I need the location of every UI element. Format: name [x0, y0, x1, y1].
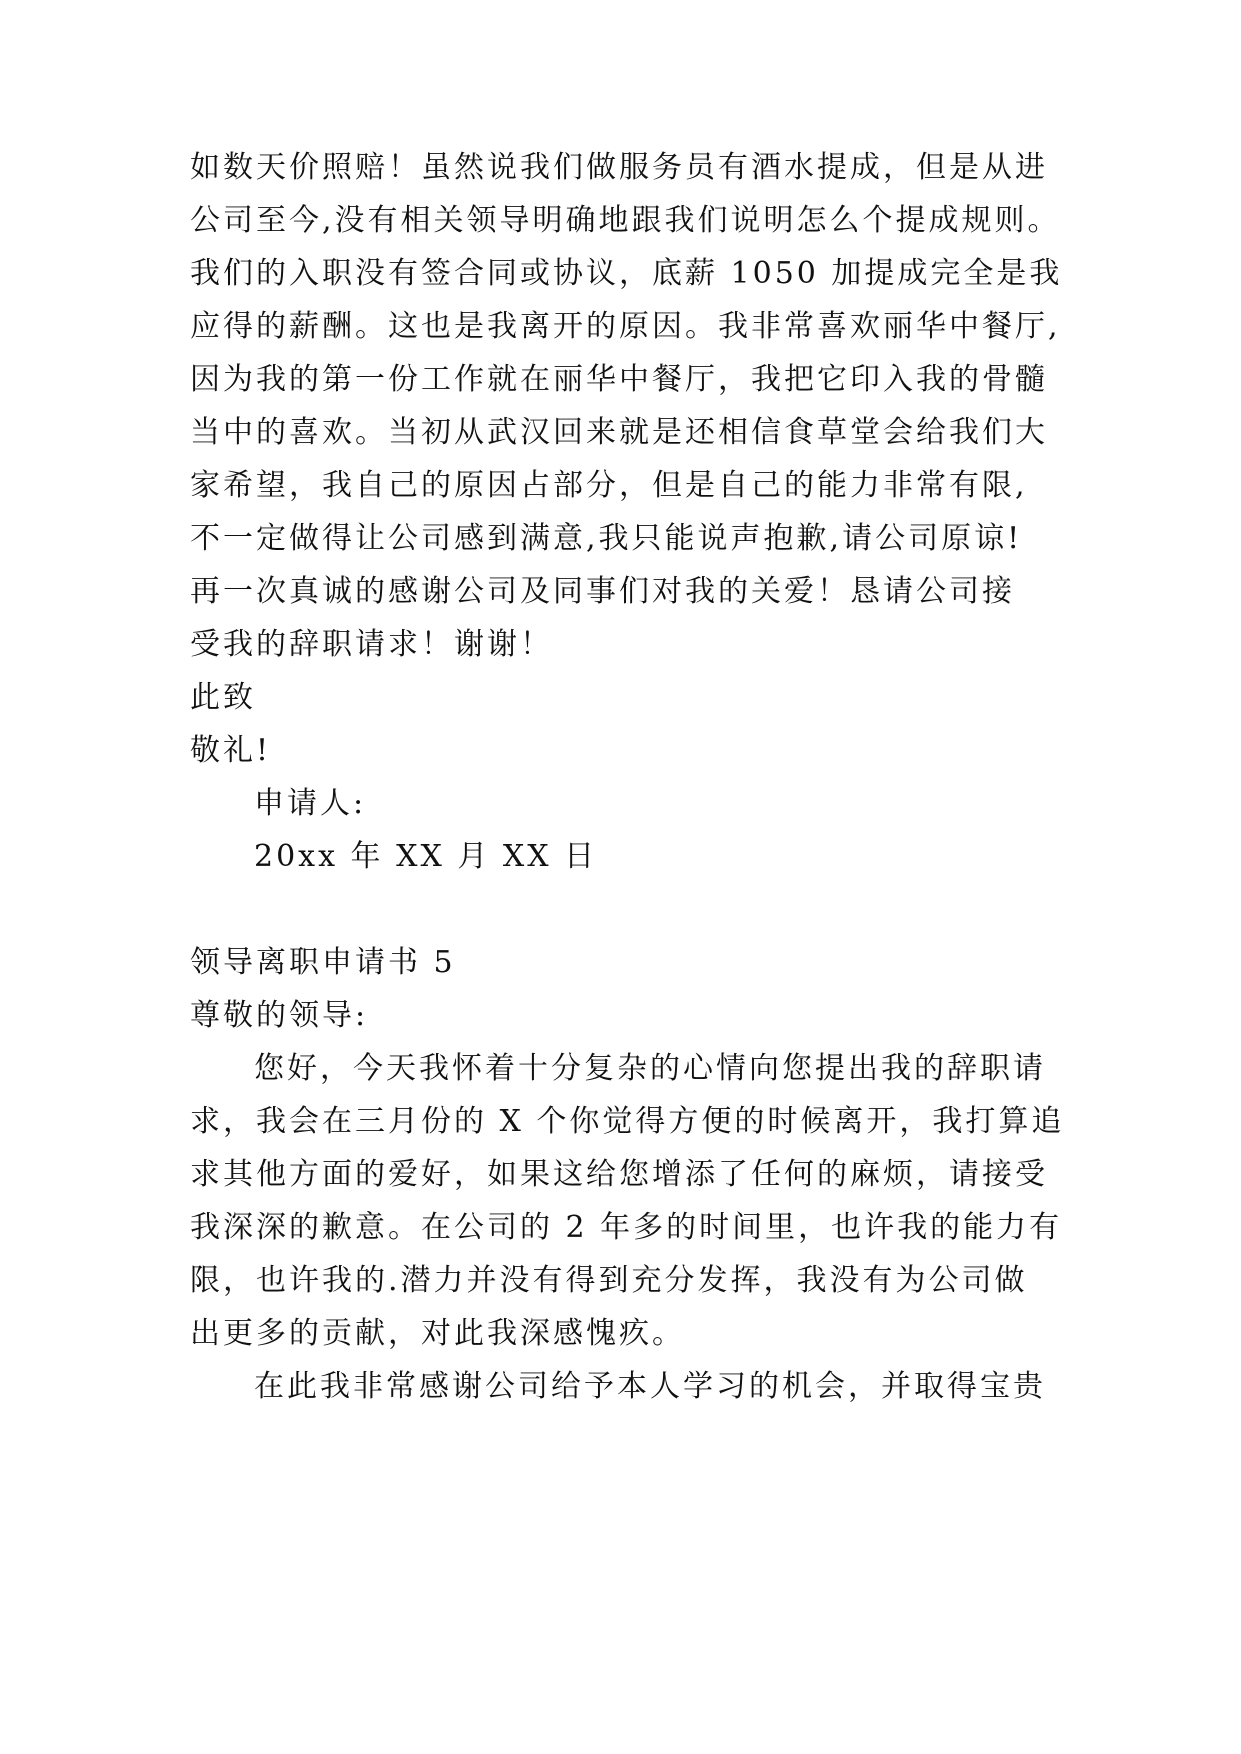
text-line: 您好，今天我怀着十分复杂的心情向您提出我的辞职请	[254, 1051, 1046, 1086]
text-line: 再一次真诚的感谢公司及同事们对我的关爱！恳请公司接	[190, 574, 1015, 609]
section-title: 领导离职申请书 5	[190, 945, 456, 980]
text-line: 应得的薪酬。这也是我离开的原因。我非常喜欢丽华中餐厅,	[190, 309, 1061, 344]
closing-respect: 敬礼!	[190, 733, 272, 768]
text-line: 如数天价照赔！虽然说我们做服务员有酒水提成，但是从进	[190, 150, 1048, 185]
text-line: 限，也许我的.潜力并没有得到充分发挥，我没有为公司做	[190, 1263, 1028, 1298]
text-line: 我深深的歉意。在公司的 2 年多的时间里，也许我的能力有	[190, 1210, 1063, 1245]
text-line: 受我的辞职请求！谢谢！	[190, 627, 553, 662]
text-line: 出更多的贡献，对此我深感愧疚。	[190, 1316, 685, 1351]
text-line: 当中的喜欢。当初从武汉回来就是还相信食草堂会给我们大	[190, 415, 1048, 450]
text-line: 家希望，我自己的原因占部分，但是自己的能力非常有限,	[190, 468, 1028, 503]
text-line: 求，我会在三月份的 X 个你觉得方便的时候离开，我打算追	[190, 1104, 1065, 1139]
text-line: 在此我非常感谢公司给予本人学习的机会，并取得宝贵	[254, 1369, 1046, 1404]
applicant-label: 申请人:	[254, 786, 367, 821]
text-line: 不一定做得让公司感到满意,我只能说声抱歉,请公司原谅!	[190, 521, 1023, 556]
text-line: 公司至今,没有相关领导明确地跟我们说明怎么个提成规则。	[190, 203, 1061, 238]
greeting: 尊敬的领导:	[190, 998, 369, 1033]
closing-salutation: 此致	[190, 680, 256, 715]
text-line: 求其他方面的爱好，如果这给您增添了任何的麻烦，请接受	[190, 1157, 1048, 1192]
text-line: 我们的入职没有签合同或协议，底薪 1050 加提成完全是我	[190, 256, 1063, 291]
text-line: 因为我的第一份工作就在丽华中餐厅，我把它印入我的骨髓	[190, 362, 1048, 397]
date-line: 20xx 年 XX 月 XX 日	[254, 839, 598, 874]
